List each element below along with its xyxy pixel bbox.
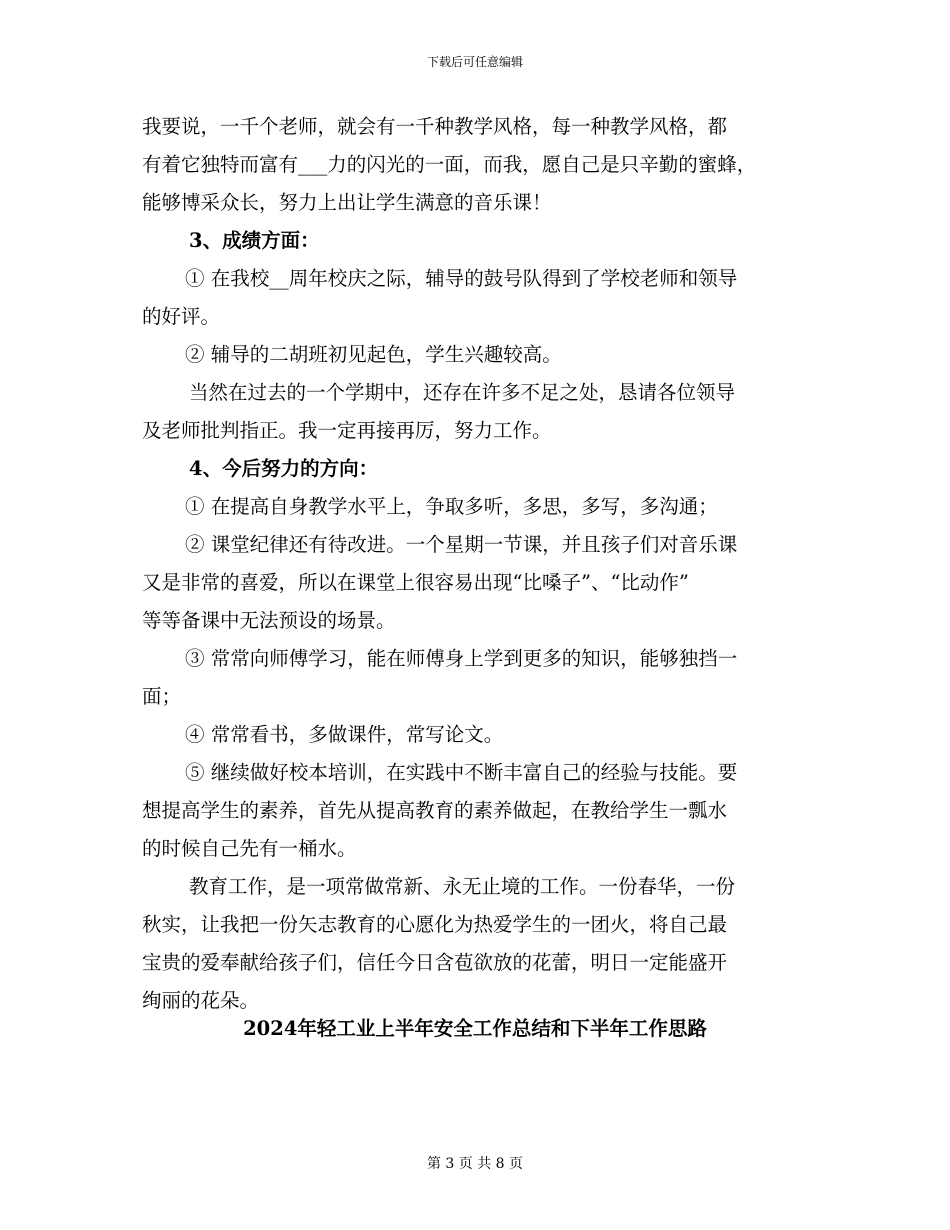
body-line: ① 在提高自身教学水平上，争取多听，多思，多写，多沟通； (185, 495, 718, 518)
body-line: ⑤ 继续做好校本培训，在实践中不断丰富自己的经验与技能。要 (185, 761, 738, 784)
section-heading-achievements: 3、成绩方面： (189, 229, 320, 252)
next-document-title: 2024年轻工业上半年安全工作总结和下半年工作思路 (243, 1017, 707, 1040)
body-line: ② 辅导的二胡班初见起色，学生兴趣较高。 (185, 343, 562, 366)
page-header-note: 下载后可任意编辑 (426, 55, 523, 69)
body-line: 我要说，一千个老师，就会有一千种教学风格，每一种教学风格，都 (142, 115, 728, 138)
body-line: 面； (142, 685, 182, 708)
body-line: 的时候自己先有一桶水。 (142, 837, 357, 860)
body-line: 及老师批判指正。我一定再接再厉，努力工作。 (142, 419, 552, 442)
page-number: 第 3 页 共 8 页 (426, 1156, 524, 1172)
body-line: ④ 常常看书，多做课件，常写论文。 (185, 723, 504, 746)
body-line: 绚丽的花朵。 (142, 989, 260, 1012)
body-line: 当然在过去的一个学期中，还存在许多不足之处，恳请各位领导 (189, 381, 736, 404)
body-line: 秋实，让我把一份矢志教育的心愿化为热爱学生的一团火，将自己最 (142, 913, 728, 936)
body-line: 能够博采众长，努力上出让学生满意的音乐课！ (142, 191, 552, 214)
body-line: 有着它独特而富有___力的闪光的一面，而我，愿自己是只辛勤的蜜蜂， (142, 153, 757, 176)
body-line: 想提高学生的素养，首先从提高教育的素养做起，在教给学生一瓢水 (142, 799, 728, 822)
body-line: ② 课堂纪律还有待改进。一个星期一节课，并且孩子们对音乐课 (185, 533, 738, 556)
body-line: 的好评。 (142, 305, 221, 328)
document-body (142, 108, 810, 1020)
body-line: 等等备课中无法预设的场景。 (142, 609, 396, 632)
body-line: ③ 常常向师傅学习，能在师傅身上学到更多的知识，能够独挡一 (185, 647, 738, 670)
body-line: ① 在我校__周年校庆之际，辅导的鼓号队得到了学校老师和领导 (185, 267, 738, 290)
section-heading-future-direction: 4、今后努力的方向： (189, 457, 379, 480)
body-line: 教育工作，是一项常做常新、永无止境的工作。一份春华，一份 (189, 875, 736, 898)
body-line: 宝贵的爱奉献给孩子们，信任今日含苞欲放的花蕾，明日一定能盛开 (142, 951, 728, 974)
body-line: 又是非常的喜爱，所以在课堂上很容易出现“比嗓子”、“比动作” (142, 571, 689, 594)
